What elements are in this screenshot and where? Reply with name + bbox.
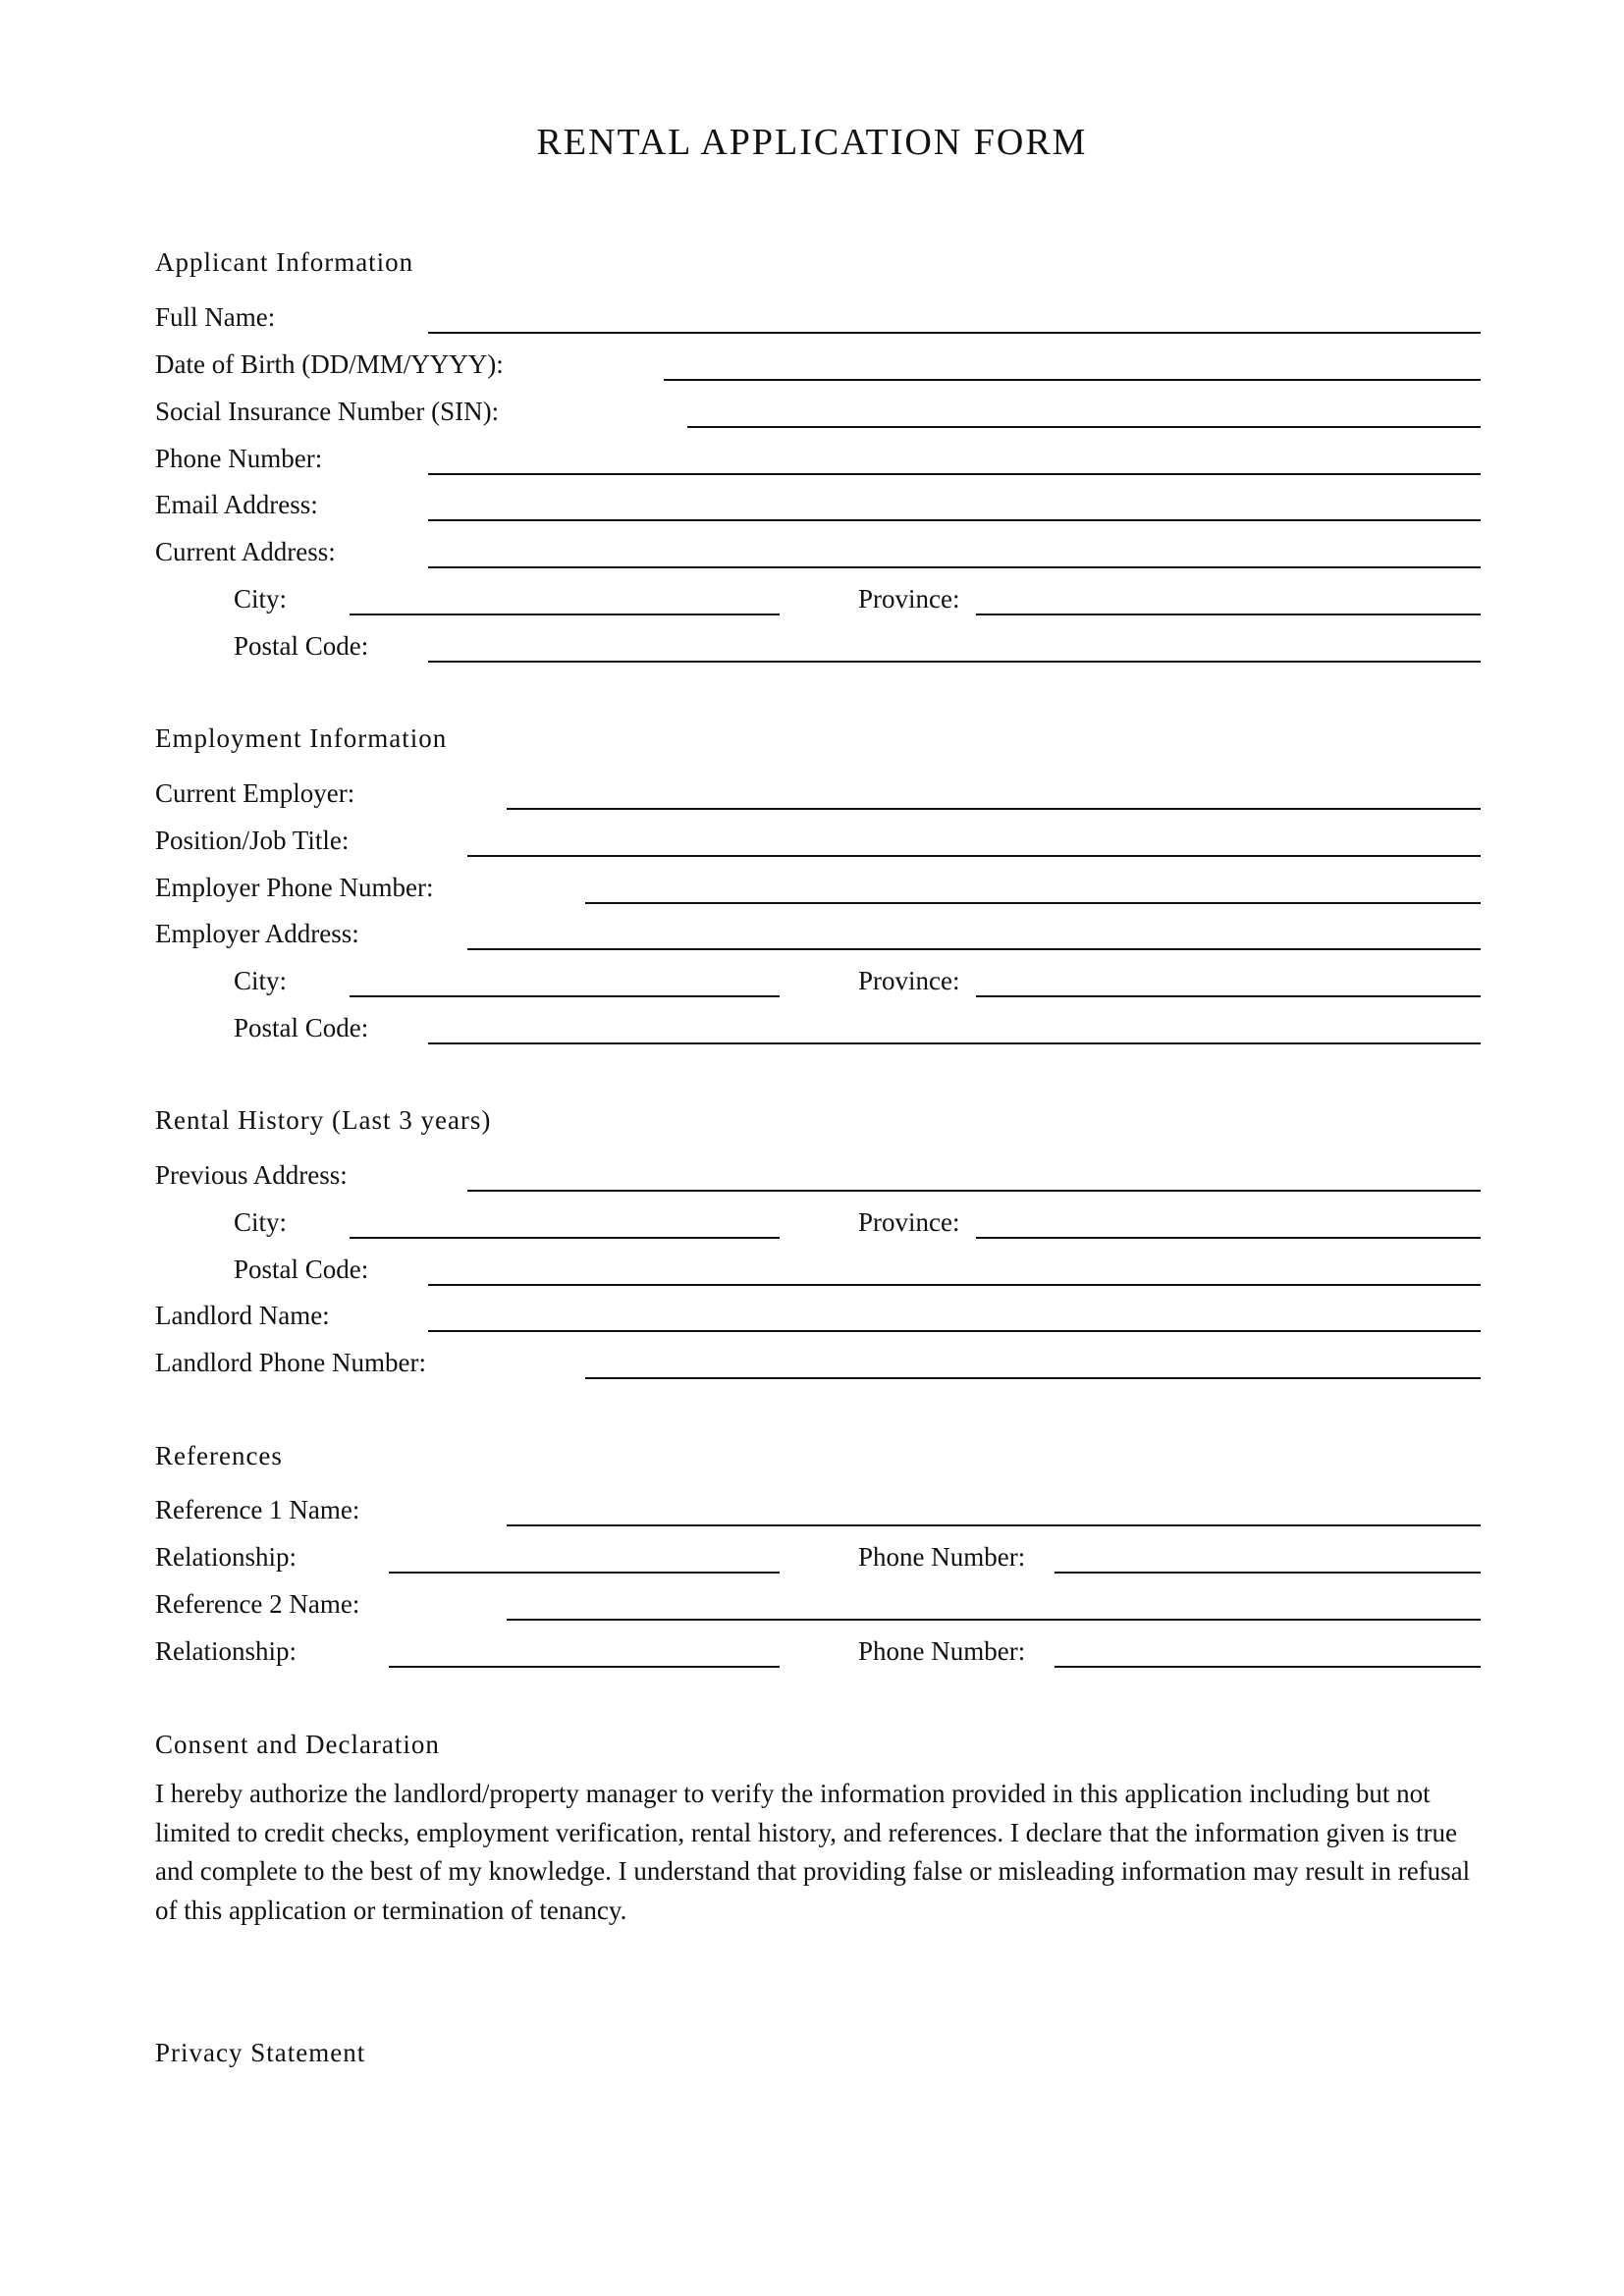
reference-1-phone-field[interactable] — [1055, 1572, 1481, 1574]
reference-1-name-label: Reference 1 Name: — [155, 1495, 360, 1524]
current-employer-field[interactable] — [507, 808, 1481, 810]
applicant-postal-label: Postal Code: — [234, 631, 369, 661]
applicant-city-label: City: — [234, 584, 288, 614]
landlord-phone-field[interactable] — [585, 1377, 1481, 1379]
landlord-phone-label: Landlord Phone Number: — [155, 1348, 426, 1377]
reference-1-name-field[interactable] — [507, 1524, 1481, 1526]
page-title: RENTAL APPLICATION FORM — [536, 122, 1088, 163]
reference-2-relationship-field[interactable] — [389, 1666, 780, 1668]
previous-city-label: City: — [234, 1207, 288, 1237]
section-heading-privacy: Privacy Statement — [155, 2038, 366, 2067]
applicant-province-label: Province: — [858, 584, 960, 614]
previous-city-field[interactable] — [350, 1237, 780, 1239]
position-field[interactable] — [467, 855, 1481, 857]
employer-postal-field[interactable] — [428, 1042, 1481, 1044]
previous-province-field[interactable] — [976, 1237, 1481, 1239]
sin-field[interactable] — [687, 426, 1481, 428]
employer-postal-label: Postal Code: — [234, 1013, 369, 1042]
reference-1-relationship-label: Relationship: — [155, 1542, 297, 1572]
applicant-postal-field[interactable] — [428, 661, 1481, 663]
position-label: Position/Job Title: — [155, 826, 350, 855]
reference-1-relationship-field[interactable] — [389, 1572, 780, 1574]
employer-address-field[interactable] — [467, 948, 1481, 950]
email-label: Email Address: — [155, 490, 318, 519]
employer-province-label: Province: — [858, 966, 960, 995]
landlord-name-label: Landlord Name: — [155, 1301, 330, 1330]
previous-address-label: Previous Address: — [155, 1160, 348, 1190]
email-field[interactable] — [428, 519, 1481, 521]
reference-2-phone-field[interactable] — [1055, 1666, 1481, 1668]
landlord-name-field[interactable] — [428, 1330, 1481, 1332]
phone-label: Phone Number: — [155, 444, 323, 473]
previous-address-field[interactable] — [467, 1190, 1481, 1192]
phone-field[interactable] — [428, 473, 1481, 475]
full-name-field[interactable] — [428, 332, 1481, 334]
sin-label: Social Insurance Number (SIN): — [155, 397, 500, 426]
applicant-province-field[interactable] — [976, 614, 1481, 615]
consent-paragraph: I hereby authorize the landlord/property manager to verify the information provided in this application including but not limited to credit checks, employment verification, rental history, and references. I declare that the information given is true and complete to the best of my knowledge. I understand that providing false or misleading information may result in refusal of this application or termination of tenancy. — [155, 1779, 1471, 1925]
section-heading-applicant: Applicant Information — [155, 247, 414, 277]
employer-city-label: City: — [234, 966, 288, 995]
dob-field[interactable] — [664, 379, 1481, 381]
reference-2-phone-label: Phone Number: — [858, 1636, 1026, 1666]
reference-1-phone-label: Phone Number: — [858, 1542, 1026, 1572]
current-address-field[interactable] — [428, 566, 1481, 568]
employer-city-field[interactable] — [350, 995, 780, 997]
current-employer-label: Current Employer: — [155, 778, 355, 808]
employer-province-field[interactable] — [976, 995, 1481, 997]
employer-address-label: Employer Address: — [155, 919, 359, 948]
section-heading-rental-history: Rental History (Last 3 years) — [155, 1105, 492, 1135]
applicant-city-field[interactable] — [350, 614, 780, 615]
current-address-label: Current Address: — [155, 537, 336, 566]
employer-phone-label: Employer Phone Number: — [155, 873, 434, 902]
previous-postal-field[interactable] — [428, 1284, 1481, 1286]
section-heading-employment: Employment Information — [155, 723, 448, 753]
employer-phone-field[interactable] — [585, 902, 1481, 904]
reference-2-name-field[interactable] — [507, 1619, 1481, 1621]
reference-2-relationship-label: Relationship: — [155, 1636, 297, 1666]
section-heading-references: References — [155, 1441, 283, 1470]
dob-label: Date of Birth (DD/MM/YYYY): — [155, 349, 504, 379]
full-name-label: Full Name: — [155, 302, 276, 332]
reference-2-name-label: Reference 2 Name: — [155, 1589, 360, 1619]
previous-postal-label: Postal Code: — [234, 1255, 369, 1284]
section-heading-consent: Consent and Declaration — [155, 1730, 440, 1759]
previous-province-label: Province: — [858, 1207, 960, 1237]
